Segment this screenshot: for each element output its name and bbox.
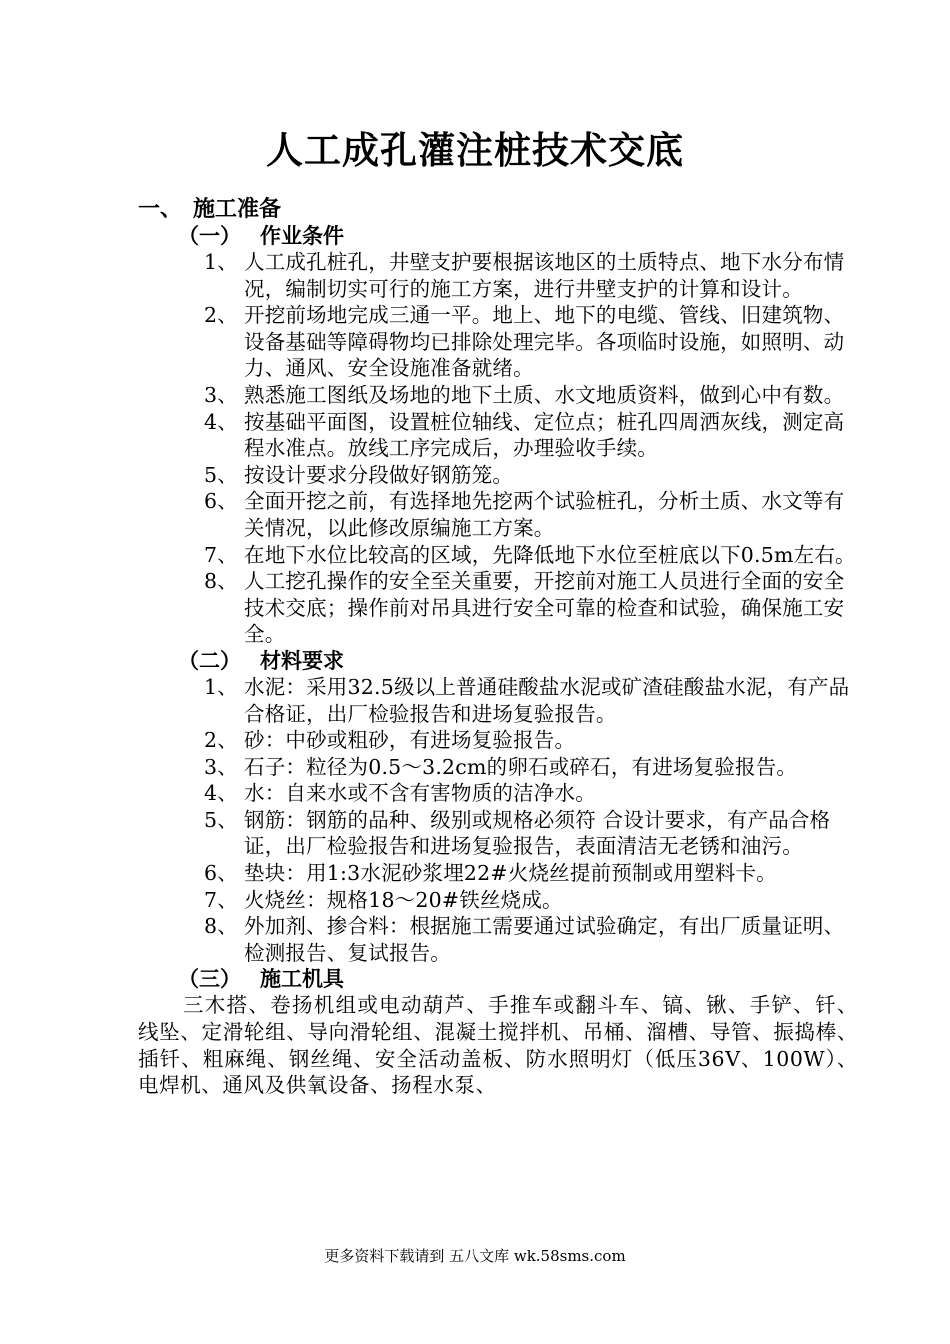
document-body <box>138 196 858 1099</box>
subsection-heading-materials <box>138 648 858 674</box>
list-item-text: 砂：中砂或粗砂，有进场复验报告。 <box>244 728 576 753</box>
subsection-label: 施工机具 <box>260 967 344 992</box>
subsection-label: 作业条件 <box>260 224 344 248</box>
conditions-list <box>138 249 858 648</box>
list-item-number: 2、 <box>204 728 238 753</box>
list-item-text: 水：自来水或不含有害物质的洁净水。 <box>244 781 596 806</box>
list-item-number: 6、 <box>204 861 238 886</box>
list-item-number: 1、 <box>204 250 238 274</box>
list-item <box>138 674 858 727</box>
list-item-number: 8、 <box>204 569 238 594</box>
list-item <box>138 727 858 754</box>
list-item-number: 3、 <box>204 754 238 779</box>
page-title: 人工成孔灌注桩技术交底 <box>266 129 684 172</box>
list-item <box>138 568 858 648</box>
subsection-number: （一） <box>178 224 241 248</box>
footer-note: 更多资料下载请到 五八文库 wk.58sms.com <box>324 1247 626 1265</box>
list-item-number: 7、 <box>204 542 238 567</box>
tools-paragraph: 三木搭、卷扬机组或电动葫芦、手推车或翻斗车、镐、锹、手铲、钎、线坠、定滑轮组、导向滑轮组、混凝土搅拌机、吊桶、溜槽、导管、振捣棒、插钎、粗麻绳、钢丝绳、安全活动盖板、防水照明灯（低压36V、100W）、电焊机、通风及供氧设备、扬程水泵、 <box>138 993 858 1098</box>
list-item-text: 人工成孔桩孔，井壁支护要根据该地区的土质特点、地下水分布情况，编制切实可行的施工方案，进行井壁支护的计算和设计。 <box>244 250 845 301</box>
list-item <box>138 780 858 807</box>
list-item-number: 8、 <box>204 914 238 939</box>
list-item <box>138 409 858 462</box>
list-item-text: 水泥：采用32.5级以上普通硅酸盐水泥或矿渣硅酸盐水泥，有产品合格证，出厂检验报告和进场复验报告。 <box>244 674 850 726</box>
list-item-text: 全面开挖之前，有选择地先挖两个试验桩孔，分析土质、水文等有关情况，以此修改原编施工方案。 <box>244 489 845 540</box>
list-item-text: 在地下水位比较高的区域，先降低地下水位至桩底以下0.5m左右。 <box>244 542 856 567</box>
materials-list <box>138 674 858 967</box>
list-item-number: 1、 <box>204 674 238 699</box>
list-item-number: 3、 <box>204 382 238 407</box>
list-item <box>138 807 858 860</box>
list-item-text: 钢筋：钢筋的品种、级别或规格必须符 合设计要求，有产品合格证，出厂检验报告和进场复验报告，表面清洁无老锈和油污。 <box>244 807 831 859</box>
list-item-number: 4、 <box>204 409 238 434</box>
list-item-text: 石子：粒径为0.5～3.2cm的卵石或碎石，有进场复验报告。 <box>244 754 798 779</box>
list-item <box>138 542 858 569</box>
list-item-text: 熟悉施工图纸及场地的地下土质、水文地质资料，做到心中有数。 <box>244 382 845 407</box>
subsection-number: （三） <box>178 967 241 992</box>
list-item-text: 垫块：用1:3水泥砂浆埋22#火烧丝提前预制或用塑料卡。 <box>244 861 777 886</box>
list-item <box>138 754 858 781</box>
list-item-text: 按基础平面图，设置桩位轴线、定位点；桩孔四周洒灰线，测定高程水准点。放线工序完成后，办理验收手续。 <box>244 409 845 461</box>
list-item <box>138 382 858 409</box>
list-item-number: 6、 <box>204 489 238 514</box>
list-item-number: 5、 <box>204 807 238 832</box>
list-item <box>138 249 858 302</box>
list-item-text: 外加剂、掺合料：根据施工需要通过试验确定，有出厂质量证明、检测报告、复试报告。 <box>244 914 845 965</box>
list-item <box>138 860 858 887</box>
list-item-number: 7、 <box>204 887 238 912</box>
subsection-heading-tools <box>138 966 858 992</box>
section-label: 施工准备 <box>193 197 282 222</box>
subsection-number: （二） <box>178 648 241 673</box>
list-item-number: 5、 <box>204 462 238 487</box>
subsection-heading-conditions <box>138 223 858 249</box>
list-item <box>138 913 858 966</box>
list-item <box>138 887 858 914</box>
list-item-number: 2、 <box>204 303 238 328</box>
subsection-label: 材料要求 <box>260 648 344 673</box>
list-item-number: 4、 <box>204 781 238 806</box>
list-item <box>138 302 858 382</box>
list-item-text: 按设计要求分段做好钢筋笼。 <box>244 462 514 487</box>
list-item-text: 人工挖孔操作的安全至关重要，开挖前对施工人员进行全面的安全技术交底；操作前对吊具进行安全可靠的检查和试验，确保施工安全。 <box>244 569 845 647</box>
section-number: 一、 <box>138 197 183 222</box>
section-heading <box>138 196 858 223</box>
list-item <box>138 488 858 541</box>
list-item-text: 开挖前场地完成三通一平。地上、地下的电缆、管线、旧建筑物、设备基础等障碍物均已排除处理完毕。各项临时设施，如照明、动力、通风、安全设施准备就绪。 <box>244 303 845 381</box>
list-item <box>138 462 858 489</box>
list-item-text: 火烧丝：规格18～20#铁丝烧成。 <box>244 887 563 912</box>
